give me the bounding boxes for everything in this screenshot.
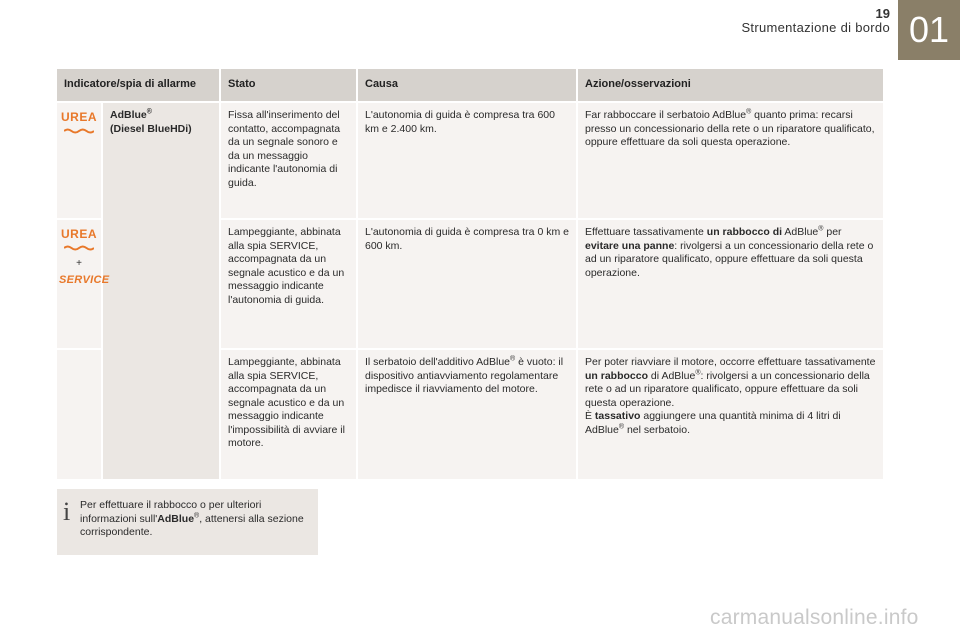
urea-warning-icon: UREA [60, 227, 97, 241]
header-azione: Azione/osservazioni [578, 69, 885, 103]
azione-text: È [585, 410, 595, 422]
page-number: 19 [875, 6, 890, 21]
icon-cell-1 [57, 103, 103, 220]
header-stato: Stato [221, 69, 358, 103]
info-i-icon: i [63, 497, 71, 526]
azione-text: AdBlue [782, 226, 819, 238]
icon-cell-3 [57, 350, 103, 481]
chapter-tab: 01 [898, 0, 960, 60]
note-text-part: , attenersi alla sezione corrispondente. [80, 512, 304, 538]
causa-cell [358, 350, 578, 481]
registered-mark: ® [194, 512, 200, 519]
plus-sign: + [76, 257, 82, 269]
azione-text: Effettuare tassativamente [585, 226, 707, 238]
causa-text: è vuoto: il dispositivo antiavviamento regolamentare impedisce il riavviamento del motore. [365, 356, 564, 395]
service-warning-icon: SERVICE [59, 274, 110, 286]
azione-cell [578, 350, 885, 481]
indicator-name-cell [103, 103, 221, 481]
info-note [57, 489, 318, 555]
header-causa: Causa [358, 69, 578, 103]
causa-text: Il serbatoio dell'additivo AdBlue [365, 356, 511, 368]
azione-text: : rivolgersi a un concessionario della rete o ad un riparatore qualificato, oppure effettuare da soli questa operazione. [585, 239, 874, 279]
registered-mark: ® [146, 108, 152, 116]
registered-mark: ® [510, 355, 516, 363]
azione-text: aggiungere una quantità minima di 4 litri di AdBlue [585, 410, 841, 436]
section-title: Strumentazione di bordo [741, 20, 890, 35]
azione-text: di AdBlue [648, 369, 696, 382]
note-text [80, 499, 310, 540]
azione-text: : rivolgersi a un concessionario della rete o ad un riparatore qualificato, oppure effettuare da soli questa operazione. [585, 369, 870, 409]
table-header-row [57, 69, 885, 103]
causa-cell: L'autonomia di guida è compresa tra 600 km e 2.400 km. [358, 103, 578, 220]
note-bold: AdBlue [157, 512, 195, 525]
azione-text: nel serbatoio. [624, 423, 690, 436]
indicator-name: AdBlue [110, 109, 147, 121]
azione-cell [578, 220, 885, 350]
header-indicator: Indicatore/spia di allarme [57, 69, 221, 103]
azione-text: Far rabboccare il serbatoio AdBlue [585, 109, 747, 121]
azione-bold: evitare una panne [585, 239, 675, 252]
azione-bold: un rabbocco [585, 369, 649, 382]
azione-text: quanto prima: recarsi presso un concessionario della rete o un riparatore qualificato, oppure effettuare da soli questa operazione. [585, 109, 875, 148]
azione-text: Per poter riavviare il motore, occorre effettuare tassativamente [585, 356, 876, 368]
azione-bold: un rabbocco di [706, 226, 783, 238]
azione-cell [578, 103, 885, 220]
table-row [57, 103, 885, 220]
warning-lights-table [57, 69, 885, 481]
azione-text: per [823, 226, 842, 238]
registered-mark: ® [746, 108, 752, 116]
urea-wave-icon [64, 245, 94, 251]
azione-bold: tassativo [594, 410, 641, 422]
registered-mark: ® [818, 225, 824, 233]
urea-wave-icon [64, 128, 94, 134]
registered-mark: ® [618, 423, 625, 430]
stato-cell: Lampeggiante, abbinata alla spia SERVICE, accompagnata da un segnale acustico e da un messaggio indicante l'autonomia di guida. [221, 220, 358, 350]
urea-warning-icon: UREA [60, 110, 97, 124]
icon-cell-2 [57, 220, 110, 350]
watermark: carmanualsonline.info [710, 606, 919, 629]
registered-mark: ® [695, 369, 701, 376]
indicator-subname: (Diesel BlueHDi) [110, 122, 192, 135]
note-text-part: Per effettuare il rabbocco o per ulteriori informazioni sull' [80, 499, 262, 525]
stato-cell: Fissa all'inserimento del contatto, accompagnata da un segnale sonoro e da un messaggio indicante l'autonomia di guida. [221, 103, 358, 220]
causa-cell: L'autonomia di guida è compresa tra 0 km e 600 km. [358, 220, 578, 350]
stato-cell: Lampeggiante, abbinata alla spia SERVICE, accompagnata da un segnale acustico e da un messaggio indicante l'impossibilità di avviare il motore. [221, 350, 358, 481]
